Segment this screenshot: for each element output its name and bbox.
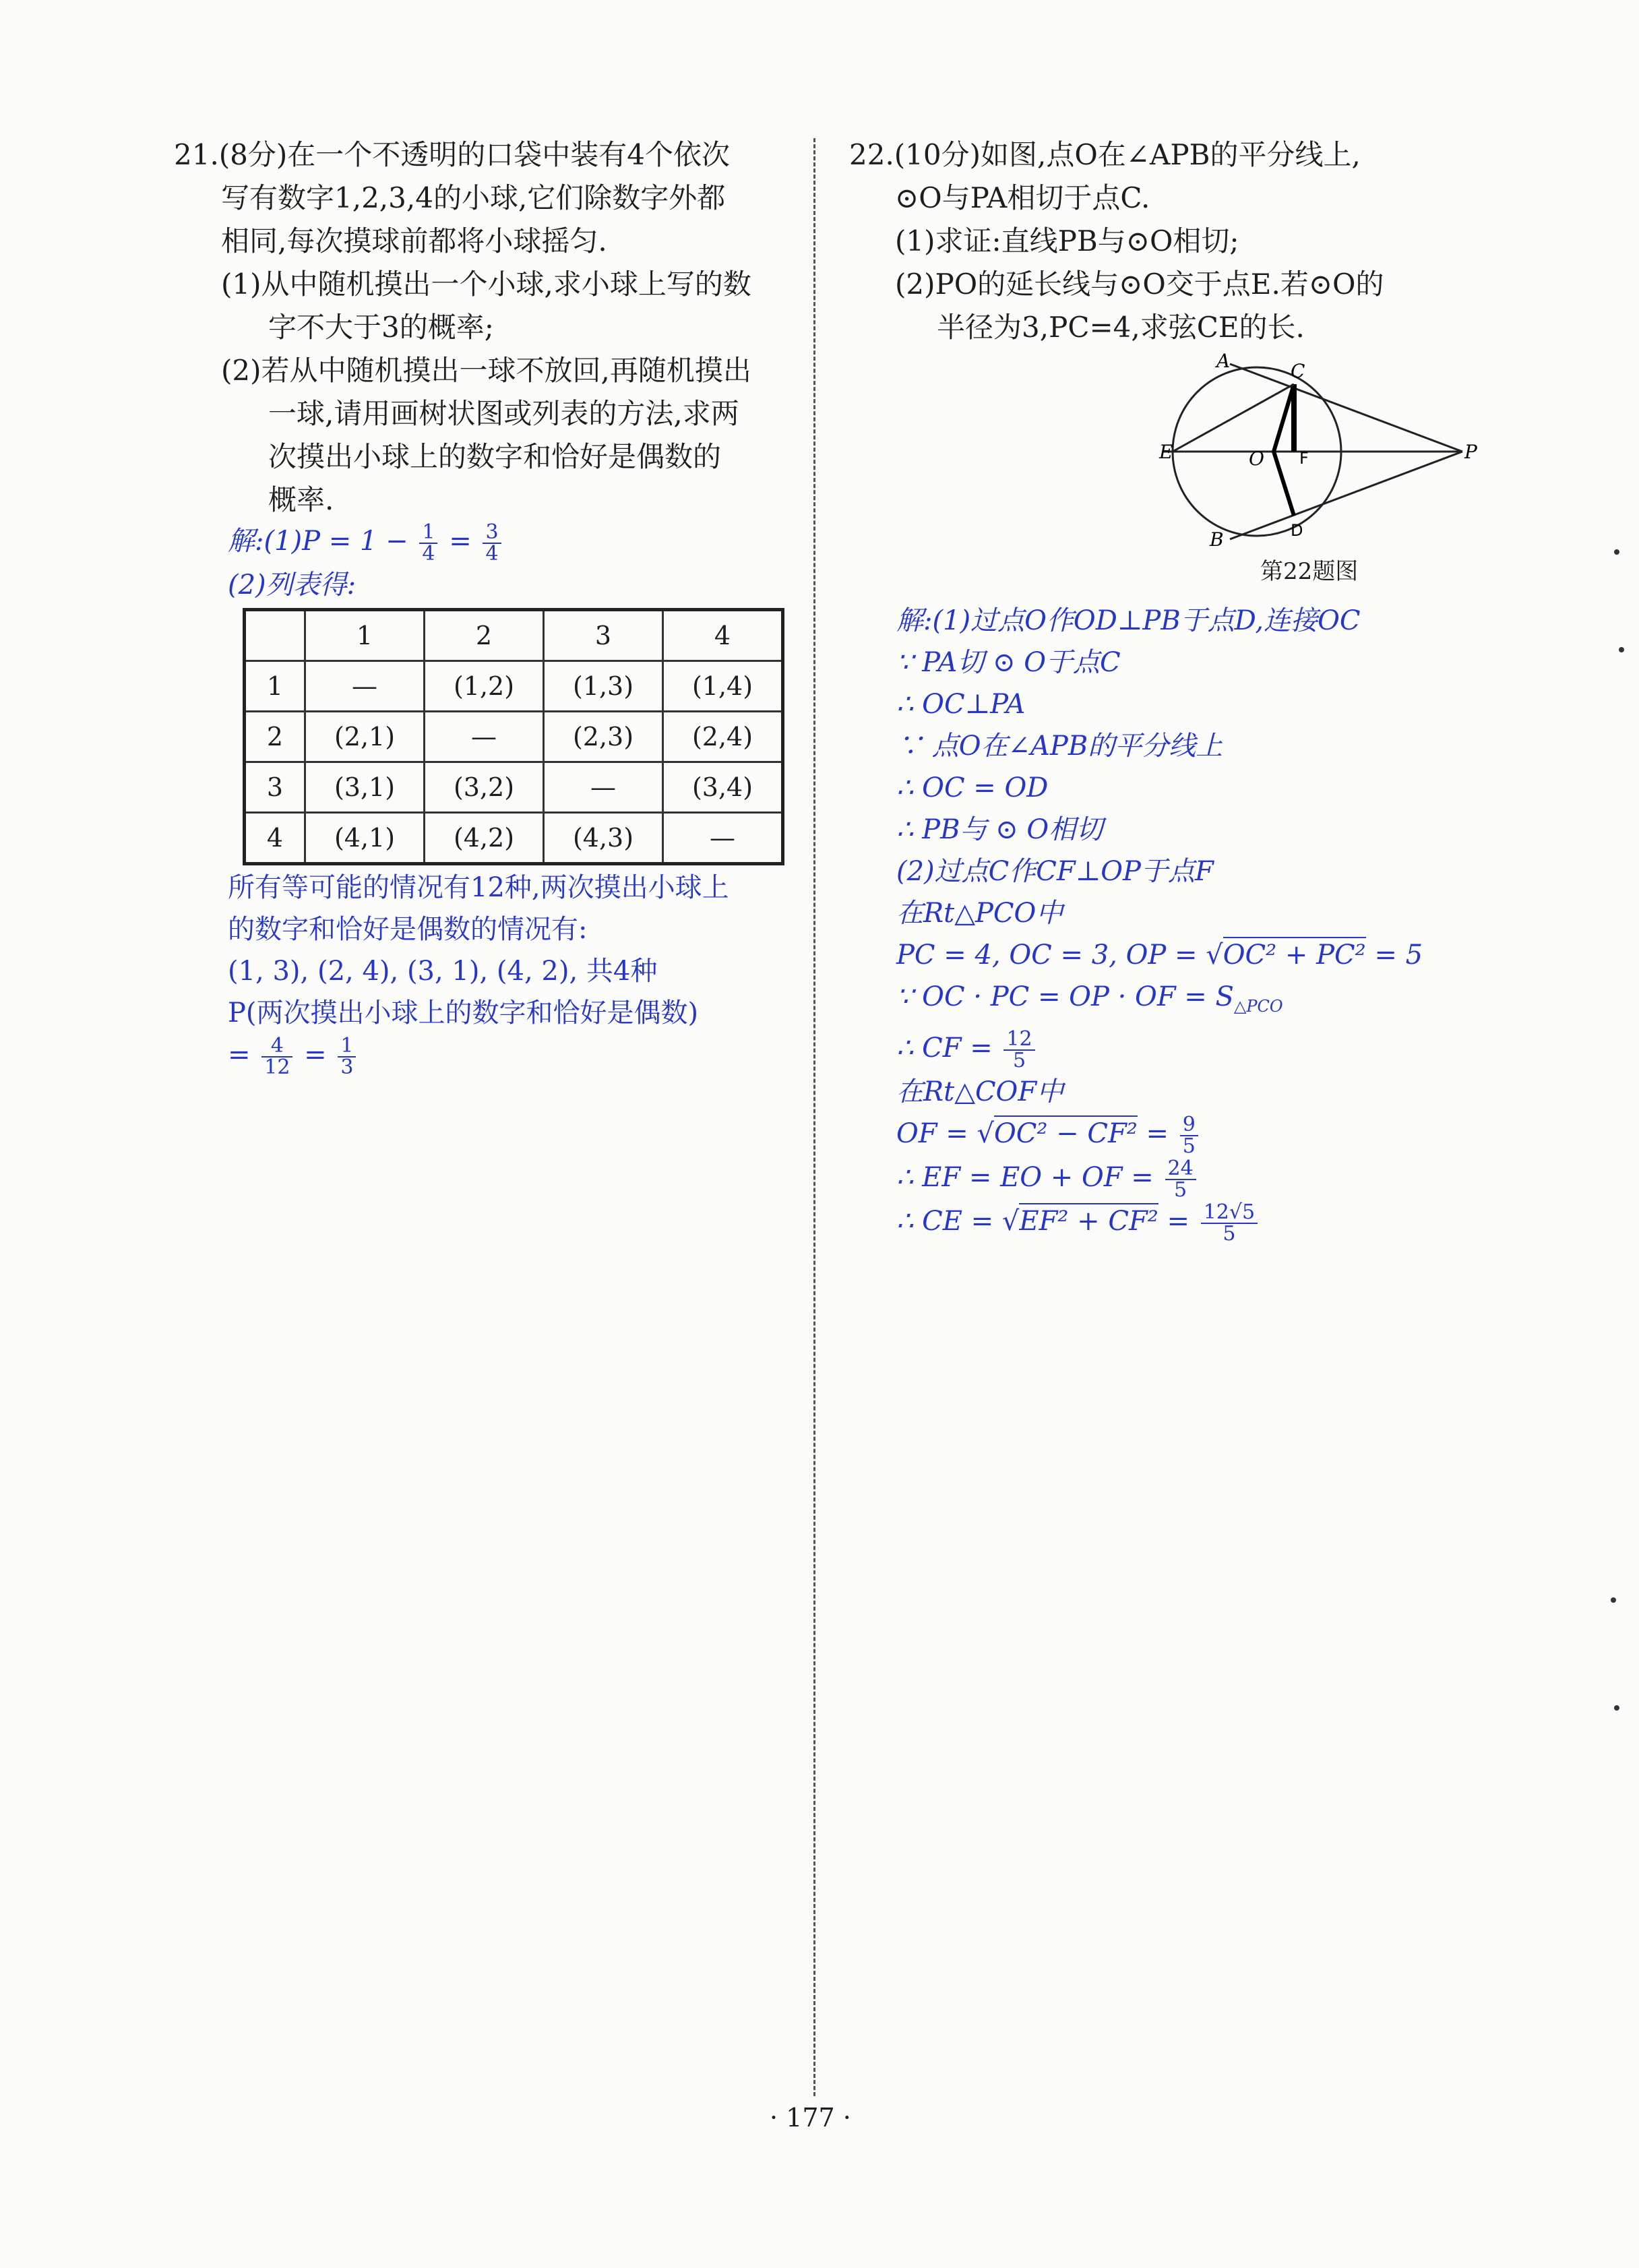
fraction [1003,1029,1034,1071]
radicand: EF² + CF² [1019,1203,1158,1237]
numerator: 12 [1003,1029,1034,1051]
table-cell: 3 [245,762,305,813]
table-cell: — [544,762,663,813]
equals: = [440,526,481,557]
q22-line: (2)PO的延长线与⊙O交于点E.若⊙O的 [895,268,1384,301]
sol22-line: ∵ 点O在∠APB的平分线上 [896,731,1223,762]
label-c: C [1291,360,1305,382]
table-cell: (3,2) [425,762,544,813]
table-cell: 4 [245,813,305,864]
sol22-line [896,976,1423,1027]
table-row [245,813,783,864]
sol22-line: ∴ OC⊥PA [896,689,1026,720]
table-cell [245,610,305,661]
fraction [338,1036,356,1078]
denominator: 5 [1182,1134,1196,1158]
q21-line: 相同,每次摸球前都将小球摇匀. [221,224,607,257]
table-cell: — [425,712,544,762]
denominator: 5 [1174,1178,1187,1202]
numerator: 9 [1180,1115,1198,1136]
q22-line: 22.(10分)如图,点O在∠APB的平分线上, [849,138,1361,171]
page-number: · 177 · [770,2103,851,2133]
sol22-line: ∴ PB与 ⊙ O相切 [896,814,1103,845]
radicand: OC² − CF² [994,1115,1138,1149]
table-cell: 4 [663,610,783,661]
fraction [1180,1115,1198,1157]
table-cell: 2 [245,712,305,762]
label-e: E [1159,441,1173,463]
fraction [1201,1202,1258,1244]
q21-line: 一球,请用画树状图或列表的方法,求两 [268,397,739,430]
denominator: 5 [1223,1222,1236,1246]
question-21 [174,133,751,522]
sol22-line: 在Rt△COF中 [896,1076,1064,1107]
table-cell: — [305,661,425,712]
q21-line: 概率. [268,483,334,516]
geometry-figure [1159,347,1479,551]
sol22-line: 解:(1)过点O作OD⊥PB于点D,连接OC [896,605,1361,636]
numerator: 1 [419,522,437,544]
line-pb [1230,452,1462,539]
sol22-text: ∴ CE = √ [896,1206,1020,1237]
sol21-part1 [228,520,504,564]
table-cell: 1 [305,610,425,661]
q21-line: 字不大于3的概率; [268,311,494,344]
sol22-line [896,1157,1423,1200]
table-row [245,661,783,712]
line-pa [1230,364,1462,452]
question-22 [849,133,1384,349]
table-cell: (2,1) [305,712,425,762]
denominator: 3 [340,1055,354,1079]
denominator: 4 [485,542,499,565]
q21-line: 写有数字1,2,3,4的小球,它们除数字外都 [221,181,726,214]
equals: = [295,1039,336,1070]
q21-line: 21.(8分)在一个不透明的口袋中装有4个依次 [174,138,731,171]
label-d: D [1291,521,1303,540]
solution-21 [228,520,504,606]
fraction [483,522,501,564]
table-cell: 2 [425,610,544,661]
sol22-line: ∴ OC = OD [896,772,1049,803]
label-b: B [1210,528,1224,551]
q22-line: ⊙O与PA相切于点C. [895,181,1150,214]
label-f: F [1299,449,1309,468]
table-cell: (2,4) [663,712,783,762]
label-a: A [1216,350,1231,372]
solution-22 [896,600,1423,1244]
sol22-text: = [1137,1118,1177,1149]
scan-speck [1614,1705,1619,1711]
table-header-row [245,610,783,661]
denominator: 5 [1013,1049,1026,1072]
sol22-text: ∴ EF = EO + OF = [896,1162,1163,1193]
label-p: P [1464,441,1477,463]
sol22-text: = 5 [1365,940,1423,971]
numerator: 3 [483,522,501,544]
q21-line: 次摸出小球上的数字和恰好是偶数的 [268,440,722,473]
q22-line: (1)求证:直线PB与⊙O相切; [895,224,1239,257]
numerator: 4 [261,1036,292,1058]
q21-line: (1)从中随机摸出一个小球,求小球上写的数 [221,268,751,301]
fraction [1165,1159,1196,1200]
numerator: 1 [338,1036,356,1058]
scan-speck [1611,1597,1616,1603]
sol22-line [896,934,1423,976]
scan-speck [1614,549,1619,555]
sol21-text: = [228,1039,259,1070]
table-cell: (4,2) [425,813,544,864]
table-cell: (3,4) [663,762,783,813]
outcome-table [243,608,784,865]
numerator: 24 [1165,1159,1196,1180]
table-cell: — [663,813,783,864]
sol22-line [896,1113,1423,1157]
sol22-text: ∵ OC · PC = OP · OF = S [896,981,1234,1012]
table-cell: (4,3) [544,813,663,864]
table-cell: (3,1) [305,762,425,813]
subscript: △PCO [1233,997,1283,1016]
q21-line: (2)若从中随机摸出一球不放回,再随机摸出 [221,354,751,387]
sol22-text: ∴ CF = [896,1033,1001,1064]
table-cell: (1,2) [425,661,544,712]
table-cell: 3 [544,610,663,661]
sol21-part2-label: (2)列表得: [228,570,357,601]
sol21-line: 所有等可能的情况有12种,两次摸出小球上 [228,872,729,903]
sol21-line: 的数字和恰好是偶数的情况有: [228,914,588,945]
solution-21-continued [228,867,729,1078]
sol22-line: ∵ PA切 ⊙ O于点C [896,647,1121,678]
fraction [261,1036,292,1078]
sol22-text: OF = √ [896,1118,994,1149]
table-cell: (1,4) [663,661,783,712]
table-row [245,712,783,762]
sol22-text: = [1158,1206,1198,1237]
column-divider [813,138,815,2096]
sol22-text: PC = 4, OC = 3, OP = √ [896,940,1223,971]
label-o: O [1249,448,1264,470]
sol21-line: (1, 3), (2, 4), (3, 1), (4, 2), 共4种 [228,956,658,987]
numerator: 12√5 [1201,1202,1258,1224]
sol21-text: 解:(1)P = 1 − [228,526,417,557]
table-cell: (4,1) [305,813,425,864]
segment-od [1274,452,1294,516]
sol22-line [896,1200,1423,1244]
scan-speck [1619,647,1624,652]
denominator: 12 [264,1055,290,1079]
q22-line: 半径为3,PC=4,求弦CE的长. [937,311,1305,344]
sol22-line [896,1027,1423,1071]
sol21-line [228,1034,729,1078]
table-cell: 1 [245,661,305,712]
denominator: 4 [422,542,435,565]
table-cell: (1,3) [544,661,663,712]
sol21-line: P(两次摸出小球上的数字和恰好是偶数) [228,998,699,1029]
sol22-line: (2)过点C作CF⊥OP于点F [896,856,1214,887]
table-row [245,762,783,813]
figure-caption: 第22题图 [1260,558,1359,585]
radicand: OC² + PC² [1223,937,1366,971]
fraction [419,522,437,564]
sol22-line: 在Rt△PCO中 [896,898,1063,929]
table-cell: (2,3) [544,712,663,762]
